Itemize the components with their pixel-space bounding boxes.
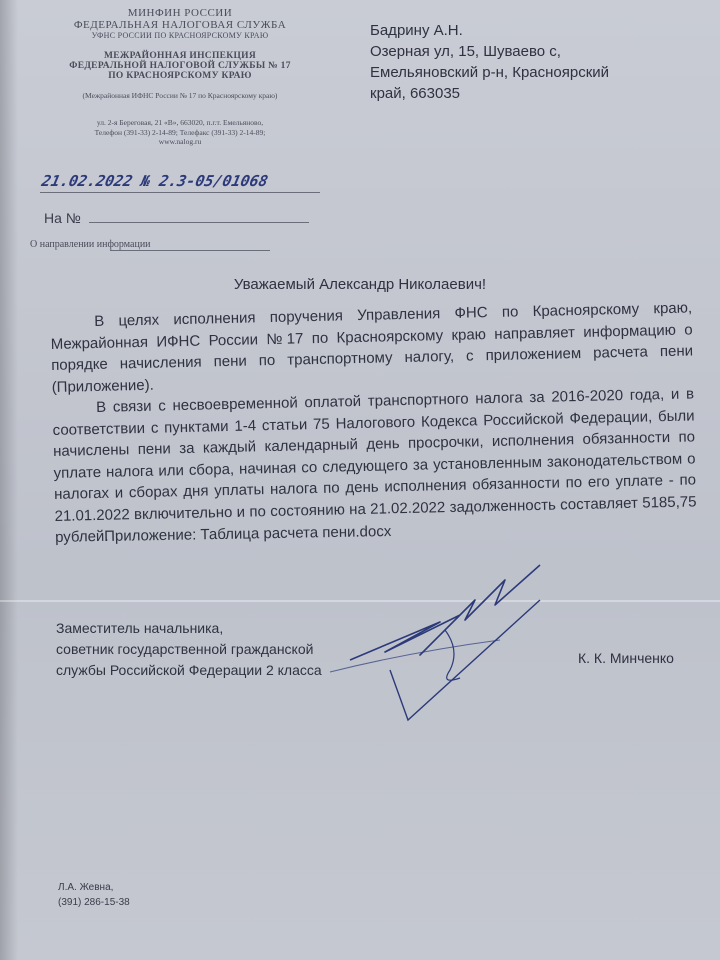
registration-number: [30, 172, 320, 194]
website: www.nalog.ru: [158, 137, 202, 147]
letterhead: [30, 8, 330, 146]
na-label: На №: [44, 210, 81, 226]
recipient-name: Бадрину А.Н.: [370, 22, 463, 39]
ufns-name: УФНС РОССИИ ПО КРАСНОЯРСКОМУ КРАЮ: [91, 31, 269, 41]
inspection-address: [30, 118, 330, 146]
signer-position-3: службы Российской Федерации 2 класса: [56, 662, 322, 678]
recipient-address-2: Емельяновский р-н, Красноярский: [370, 64, 610, 81]
ministry-name: МИНФИН РОССИИ: [127, 7, 233, 19]
service-name: ФЕДЕРАЛЬНАЯ НАЛОГОВАЯ СЛУЖБА: [73, 18, 287, 31]
na-row: [44, 210, 309, 226]
executor-block: [58, 880, 130, 910]
executor-phone: (391) 286-15-38: [58, 897, 130, 908]
signature-icon: [290, 560, 560, 730]
address-line-1: ул. 2-я Береговая, 21 «В», 663020, п.г.т. Емельяново,: [96, 118, 264, 128]
recipient-address-1: Озерная ул, 15, Шуваево с,: [370, 43, 561, 60]
signer-position-1: Заместитель начальника,: [56, 620, 224, 636]
inspection-line-1: МЕЖРАЙОННАЯ ИНСПЕКЦИЯ: [104, 51, 256, 62]
reg-underline: [40, 192, 320, 193]
attachment-line: Приложение: Таблица расчета пени.docx: [104, 522, 392, 545]
paragraph-2: В связи с несвоевременной оплатой транспортного налога за 2016-2020 года, и в соответствии с пунктами 1-4 статьи 75 Налогового Кодекса Российской Федерации, были начислены пени за каждый календарный день просрочки, исполнения обязанности по уплате налога или сбора, начиная со следующего за установленным законодательством о налогах и сборах дня уплаты налога по день исполнения обязанности по его уплате - по 21.01.2022 включительно и по состоянию на 21.02.2022 задолженность составляет 5185,75 рублей.: [52, 385, 697, 546]
greeting: Уважаемый Александр Николаевич!: [233, 276, 487, 293]
recipient-address-3: край, 663035: [370, 85, 461, 102]
executor-name: Л.А. Жевна,: [58, 882, 114, 893]
inspection-line-3: ПО КРАСНОЯРСКОМУ КРАЮ: [108, 71, 252, 82]
page-shadow: [0, 0, 18, 960]
signer-name: К. К. Минченко: [578, 650, 674, 666]
subject-line: О направлении информации: [30, 239, 151, 250]
address-line-2: Телефон (391-33) 2-14-89; Телефакс (391-33) 2-14-89;: [94, 127, 266, 137]
signer-position-2: советник государственной гражданской: [56, 641, 314, 657]
inspection-line-2: ФЕДЕРАЛЬНОЙ НАЛОГОВОЙ СЛУЖБЫ № 17: [69, 61, 291, 72]
letter-body: [50, 297, 697, 548]
handwritten-reg-number: 21.02.2022 № 2.3-05/01068: [40, 172, 270, 190]
na-underline: [89, 210, 309, 223]
inspection-short: (Межрайонная ИФНС России № 17 по Красноярскому краю): [82, 91, 278, 101]
subject-underline: [110, 250, 270, 251]
recipient-block: [370, 20, 690, 104]
paragraph-1: В целях исполнения поручения Управления ФНС по Красноярскому краю, Межрайонная ИФНС России №17 по Красноярскому краю направляет информацию о порядке начисления пени по транспортному налогу, с приложением расчета пени (Приложение).: [50, 299, 694, 396]
signer-position: [56, 618, 322, 681]
